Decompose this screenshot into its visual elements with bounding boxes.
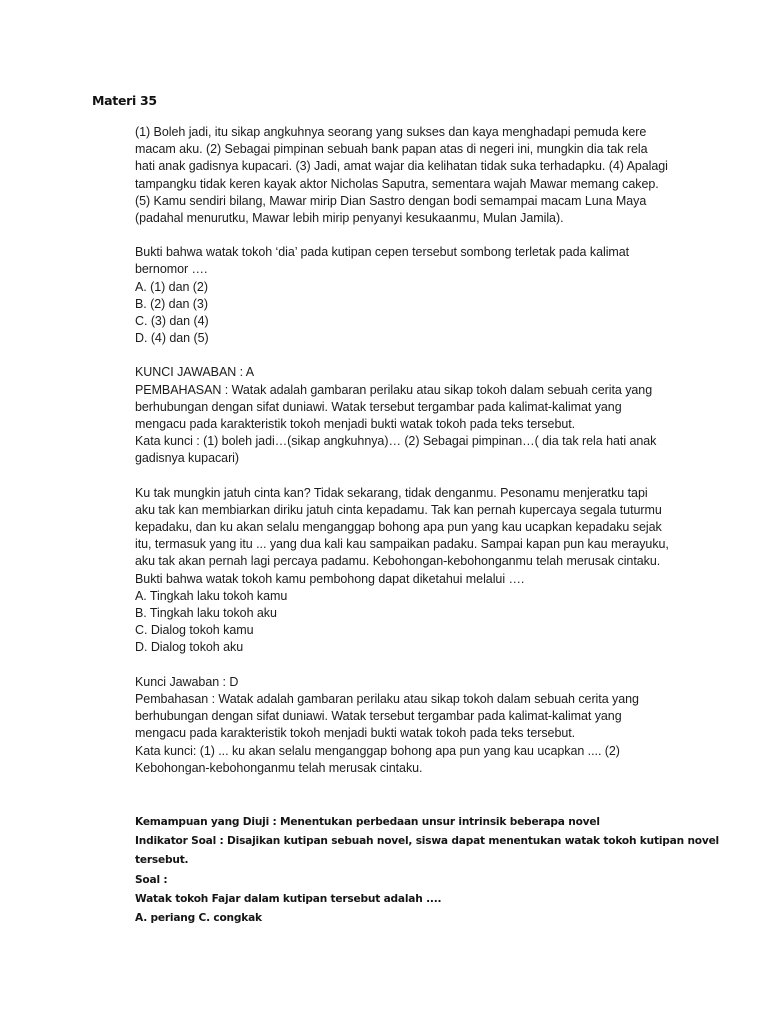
- text-line: Ku tak mungkin jatuh cinta kan? Tidak sekarang, tidak denganmu. Pesonamu menjeratku tapi: [135, 485, 648, 500]
- text-line: bernomor ….: [135, 262, 208, 277]
- answer-option: D. Dialog tokoh aku: [135, 640, 244, 655]
- text-line: berhubungan dengan sifat duniawi. Watak tersebut tergambar pada kalimat-kalimat yang: [135, 399, 622, 414]
- question-1: [135, 124, 695, 468]
- text-line: Kata kunci: (1) ... ku akan selalu menganggap bohong apa pun yang kau ucapkan .... (2): [135, 743, 620, 758]
- text-line: (1) Boleh jadi, itu sikap angkuhnya seorang yang sukses dan kaya menghadapi pemuda kere: [135, 125, 647, 139]
- q2-discussion: [135, 691, 695, 777]
- text-line: itu, termasuk yang itu ... yang dua kali kau sampaikan padaku. Sampai kapan pun kau merayuku,: [135, 537, 669, 552]
- indicator-line-cont: tersebut.: [135, 854, 189, 867]
- answer-option: B. Tingkah laku tokoh aku: [135, 606, 277, 621]
- spacer: [135, 657, 695, 674]
- answer-option: B. (2) dan (3): [135, 296, 208, 311]
- text-line: gadisnya kupacari): [135, 451, 240, 466]
- spacer: [135, 347, 695, 364]
- text-line: tampangku tidak keren kayak aktor Nicholas Saputra, sementara wajah Mawar memang cakep.: [135, 176, 659, 191]
- answer-option: A. Tingkah laku tokoh kamu: [135, 588, 288, 603]
- question-2: [135, 485, 695, 777]
- text-line: macam aku. (2) Sebagai pimpinan sebuah bank papan atas di negeri ini, mungkin dia tak rela: [135, 142, 648, 157]
- question-3: [135, 813, 725, 928]
- q1-discussion: [135, 382, 695, 468]
- text-line: Bukti bahwa watak tokoh ‘dia’ pada kutipan cepen tersebut sombong terletak pada kalimat: [135, 245, 630, 260]
- text-line: Kebohongan-kebohonganmu telah merusak cintaku.: [135, 760, 423, 775]
- spacer: [135, 227, 695, 244]
- question-body: [135, 124, 695, 777]
- answer-option: C. Dialog tokoh kamu: [135, 623, 254, 638]
- text-line: Pembahasan : Watak adalah gambaran perilaku atau sikap tokoh dalam sebuah cerita yang: [135, 691, 639, 706]
- text-line: Kata kunci : (1) boleh jadi…(sikap angkuhnya)… (2) Sebagai pimpinan…( dia tak rela hati anak: [135, 434, 657, 449]
- q1-options: [135, 279, 695, 348]
- answer-option: A. (1) dan (2): [135, 279, 208, 294]
- answer-option: C. (3) dan (4): [135, 314, 209, 329]
- text-line: aku tak akan pernah lagi percaya padamu. Kebohongan-kebohonganmu telah merusak cintaku.: [135, 554, 661, 569]
- text-line: berhubungan dengan sifat duniawi. Watak tersebut tergambar pada kalimat-kalimat yang: [135, 709, 622, 724]
- q2-options: [135, 588, 695, 657]
- text-line: kepadaku, dan ku akan selalu menganggap bohong apa pun yang kau ucapkan kepadaku sejak: [135, 520, 662, 535]
- spacer: [135, 468, 695, 485]
- text-line: (5) Kamu sendiri bilang, Mawar mirip Dian Sastro dengan bodi semampai macam Luna Maya: [135, 193, 647, 208]
- text-line: mengacu pada karakteristik tokoh menjadi bukti watak tokoh pada teks tersebut.: [135, 726, 576, 741]
- text-line: PEMBAHASAN : Watak adalah gambaran perilaku atau sikap tokoh dalam sebuah cerita yang: [135, 382, 653, 397]
- answer-option: A. periang C. congkak: [135, 912, 262, 925]
- text-line: Bukti bahwa watak tokoh kamu pembohong dapat diketahui melalui ….: [135, 571, 525, 586]
- answer-key: Kunci Jawaban : D: [135, 674, 239, 689]
- text-line: aku tak kan membiarkan diriku jatuh cinta kepadamu. Tak kan pernah kupercaya segala tuturmu: [135, 502, 662, 517]
- q1-passage: [135, 124, 695, 227]
- answer-key: KUNCI JAWABAN : A: [135, 365, 255, 380]
- q1-question: [135, 244, 695, 278]
- text-line: hati anak gadisnya kupacari. (3) Jadi, amat wajar dia kelihatan tidak suka terhadapku. (4) Apalagi: [135, 159, 668, 174]
- q2-passage: [135, 485, 695, 588]
- indicator-line: Indikator Soal : Disajikan kutipan sebuah novel, siswa dapat menentukan watak tokoh kutipan novel: [135, 835, 719, 848]
- answer-option: D. (4) dan (5): [135, 331, 209, 346]
- text-line: mengacu pada karakteristik tokoh menjadi bukti watak tokoh pada teks tersebut.: [135, 417, 576, 432]
- question-label: Soal :: [135, 873, 168, 886]
- page-heading: Materi 35: [92, 93, 157, 108]
- competency-line: Kemampuan yang Diuji : Menentukan perbedaan unsur intrinsik beberapa novel: [135, 816, 600, 828]
- text-line: (padahal menurutku, Mawar lebih mirip penyanyi kesukaanmu, Mulan Jamila).: [135, 211, 564, 226]
- question-text: Watak tokoh Fajar dalam kutipan tersebut adalah ....: [135, 892, 442, 905]
